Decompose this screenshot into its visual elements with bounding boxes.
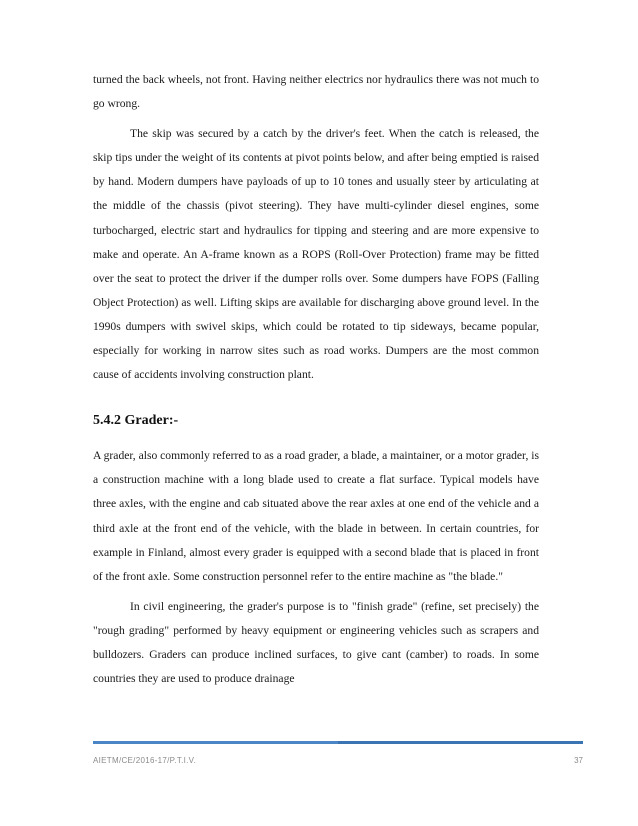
paragraph-grader-definition: A grader, also commonly referred to as a road grader, a blade, a maintainer, or a motor grader, is a construction machine with a long blade used to create a flat surface. Typical models have three axles, with the engine and cab situated above the rear axles at one end of the vehicle and a third axle at the front end of the vehicle, with the blade in between. In certain countries, for example in Finland, almost every grader is equipped with a second blade that is placed in front of the front axle. Some construction personnel refer to the entire machine as "the blade." <box>93 449 539 583</box>
footer-rule-right <box>338 741 583 744</box>
footer-rule-left <box>93 741 338 744</box>
paragraph-continuation: turned the back wheels, not front. Having neither electrics nor hydraulics there was not much to go wrong. <box>93 73 539 111</box>
footer-document-code: AIETM/CE/2016-17/P.T.I.V. <box>93 756 197 765</box>
page-content <box>93 68 539 691</box>
footer-page-number: 37 <box>574 756 583 765</box>
footer-rule <box>93 741 583 744</box>
section-heading-grader: 5.4.2 Grader:- <box>93 413 179 429</box>
paragraph-grader-purpose: In civil engineering, the grader's purpose is to "finish grade" (refine, set precisely) the "rough grading" performed by heavy equipment or engineering vehicles such as scrapers and bulldozers. Graders can produce inclined surfaces, to give cant (camber) to roads. In some countries they are used to produce drainage <box>93 599 539 686</box>
paragraph-skip-description: The skip was secured by a catch by the driver's feet. When the catch is released, the skip tips under the weight of its contents at pivot points below, and after being emptied is raised by hand. Modern dumpers have payloads of up to 10 tones and usually steer by articulating at the middle of the chassis (pivot steering). They have multi-cylinder diesel engines, some turbocharged, electric start and hydraulics for tipping and steering and are more expensive to make and operate. An A-frame known as a ROPS (Roll-Over Protection) frame may be fitted over the seat to protect the driver if the dumper rolls over. Some dumpers have FOPS (Falling Object Protection) as well. Lifting skips are available for discharging above ground level. In the 1990s dumpers with swivel skips, which could be rotated to tip sideways, became popular, especially for working in narrow sites such as road works. Dumpers are the most common cause of accidents involving construction plant. <box>93 127 539 382</box>
